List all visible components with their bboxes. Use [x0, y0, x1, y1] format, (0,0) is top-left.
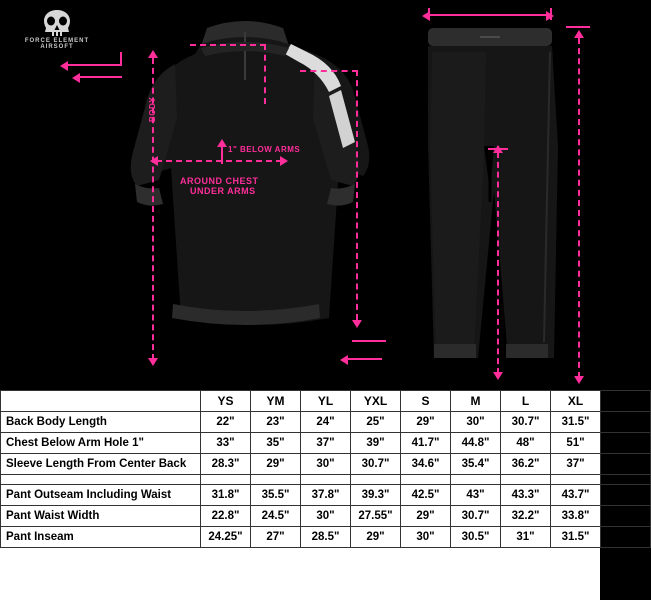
- row-label: Pant Waist Width: [1, 506, 201, 527]
- chest-arrow-right: [280, 156, 288, 166]
- cell: 35.4": [451, 454, 501, 475]
- sleeve-guide-line-2: [78, 76, 122, 78]
- cell: 34.6": [401, 454, 451, 475]
- col-head-yxl: YXL: [351, 391, 401, 412]
- inseam-line: [497, 152, 499, 374]
- col-head-m: M: [451, 391, 501, 412]
- sleeve-length-top: [300, 70, 358, 72]
- brand-logo: [14, 8, 100, 54]
- cuff-guide-line-2: [346, 358, 382, 360]
- sleeve-arrow-left-2: [72, 73, 80, 83]
- cell: 43.7": [551, 485, 601, 506]
- cell: 31.8": [201, 485, 251, 506]
- brand-wordmark: FORCE ELEMENT AIRSOFT: [24, 38, 90, 50]
- below-arms-label: 1" BELOW ARMS: [228, 145, 301, 154]
- sleeve-length-line: [356, 70, 358, 320]
- below-arms-tick: [221, 146, 223, 164]
- cell: 37": [551, 454, 601, 475]
- chest-measure-line: [156, 160, 282, 162]
- cell: 54.3": [601, 433, 651, 454]
- outseam-arrow-down: [574, 376, 584, 384]
- cell: 42.5": [401, 485, 451, 506]
- cell: 41.7": [401, 433, 451, 454]
- cell: 29": [351, 527, 401, 548]
- cell: 24": [301, 412, 351, 433]
- col-head-ys: YS: [201, 391, 251, 412]
- cell: 29": [401, 506, 451, 527]
- cell: 39": [351, 433, 401, 454]
- cuff-guide-line: [352, 340, 386, 342]
- cell: 35.5": [601, 506, 651, 527]
- jacket-illustration: [115, 18, 375, 378]
- under-arms-label: UNDER ARMS: [190, 186, 256, 196]
- cell: 37.8": [601, 454, 651, 475]
- cell: 43.3": [501, 485, 551, 506]
- cell: 22": [201, 412, 251, 433]
- sleeve-length-arrow-down: [352, 320, 362, 328]
- table-row: [1, 506, 651, 527]
- pants-illustration: [410, 22, 570, 382]
- cuff-arrow-left: [340, 355, 348, 365]
- col-head-s: S: [401, 391, 451, 412]
- body-length-arrow-up: [148, 50, 158, 58]
- cell: 31.5": [551, 412, 601, 433]
- cell: 36.2": [501, 454, 551, 475]
- cell: 25": [351, 412, 401, 433]
- cell: 32.2": [601, 412, 651, 433]
- cell: 37.8": [301, 485, 351, 506]
- cell: 24.25": [201, 527, 251, 548]
- table-group-spacer: [1, 475, 651, 485]
- col-head-2xl: 2XL: [601, 391, 651, 412]
- cell: 30": [451, 412, 501, 433]
- cell: 31": [501, 527, 551, 548]
- cell: 32": [601, 527, 651, 548]
- cell: 44": [601, 485, 651, 506]
- cell: 44.8": [451, 433, 501, 454]
- shoulder-ref-line: [190, 44, 266, 46]
- cell: 27.55": [351, 506, 401, 527]
- row-label: Chest Below Arm Hole 1": [1, 433, 201, 454]
- table-row: [1, 433, 651, 454]
- col-head-ym: YM: [251, 391, 301, 412]
- cell: 30": [301, 506, 351, 527]
- inseam-arrow-down: [493, 372, 503, 380]
- body-label: BODY: [148, 96, 157, 122]
- row-label: Sleeve Length From Center Back: [1, 454, 201, 475]
- cell: 30.7": [451, 506, 501, 527]
- measurements-table: [0, 390, 651, 548]
- row-label: Pant Inseam: [1, 527, 201, 548]
- outseam-arrow-up: [574, 30, 584, 38]
- cell: 31.5": [551, 527, 601, 548]
- table-row: [1, 412, 651, 433]
- inseam-tick-top: [488, 148, 508, 150]
- col-head-xl: XL: [551, 391, 601, 412]
- row-label: Pant Outseam Including Waist: [1, 485, 201, 506]
- col-head-0: [1, 391, 201, 412]
- waist-tick-left: [428, 8, 430, 20]
- table-row: [1, 527, 651, 548]
- cell: 28.5": [301, 527, 351, 548]
- table-header-row: [1, 391, 651, 412]
- sleeve-guide-line: [66, 64, 122, 66]
- cell: 39.3": [351, 485, 401, 506]
- table-row: [1, 485, 651, 506]
- cell: 30.5": [451, 527, 501, 548]
- outseam-line: [578, 38, 580, 378]
- waist-width-line: [428, 14, 548, 16]
- cell: 22.8": [201, 506, 251, 527]
- cell: 30.7": [351, 454, 401, 475]
- cell: 37": [301, 433, 351, 454]
- cell: 33.8": [551, 506, 601, 527]
- cell: 43": [451, 485, 501, 506]
- cell: 48": [501, 433, 551, 454]
- cell: 30.7": [501, 412, 551, 433]
- cell: 23": [251, 412, 301, 433]
- body-length-arrow-down: [148, 358, 158, 366]
- cell: 24.5": [251, 506, 301, 527]
- around-chest-label: AROUND CHEST: [180, 176, 259, 186]
- cell: 30": [301, 454, 351, 475]
- cell: 27": [251, 527, 301, 548]
- cell: 33": [201, 433, 251, 454]
- col-head-yl: YL: [301, 391, 351, 412]
- cell: 29": [401, 412, 451, 433]
- cell: 32.2": [501, 506, 551, 527]
- col-head-l: L: [501, 391, 551, 412]
- below-arms-arrow: [217, 139, 227, 147]
- shoulder-ref-line-v: [264, 44, 266, 104]
- sleeve-guide-tick: [120, 52, 122, 66]
- waist-tick-right: [550, 8, 552, 20]
- cell: 30": [401, 527, 451, 548]
- chest-arrow-left: [150, 156, 158, 166]
- cell: 35": [251, 433, 301, 454]
- sleeve-arrow-left: [60, 61, 68, 71]
- cell: 51": [551, 433, 601, 454]
- table-row: [1, 454, 651, 475]
- outseam-tick-top: [566, 26, 590, 28]
- row-label: Back Body Length: [1, 412, 201, 433]
- cell: 35.5": [251, 485, 301, 506]
- cell: 28.3": [201, 454, 251, 475]
- cell: 29": [251, 454, 301, 475]
- size-table: [0, 390, 640, 600]
